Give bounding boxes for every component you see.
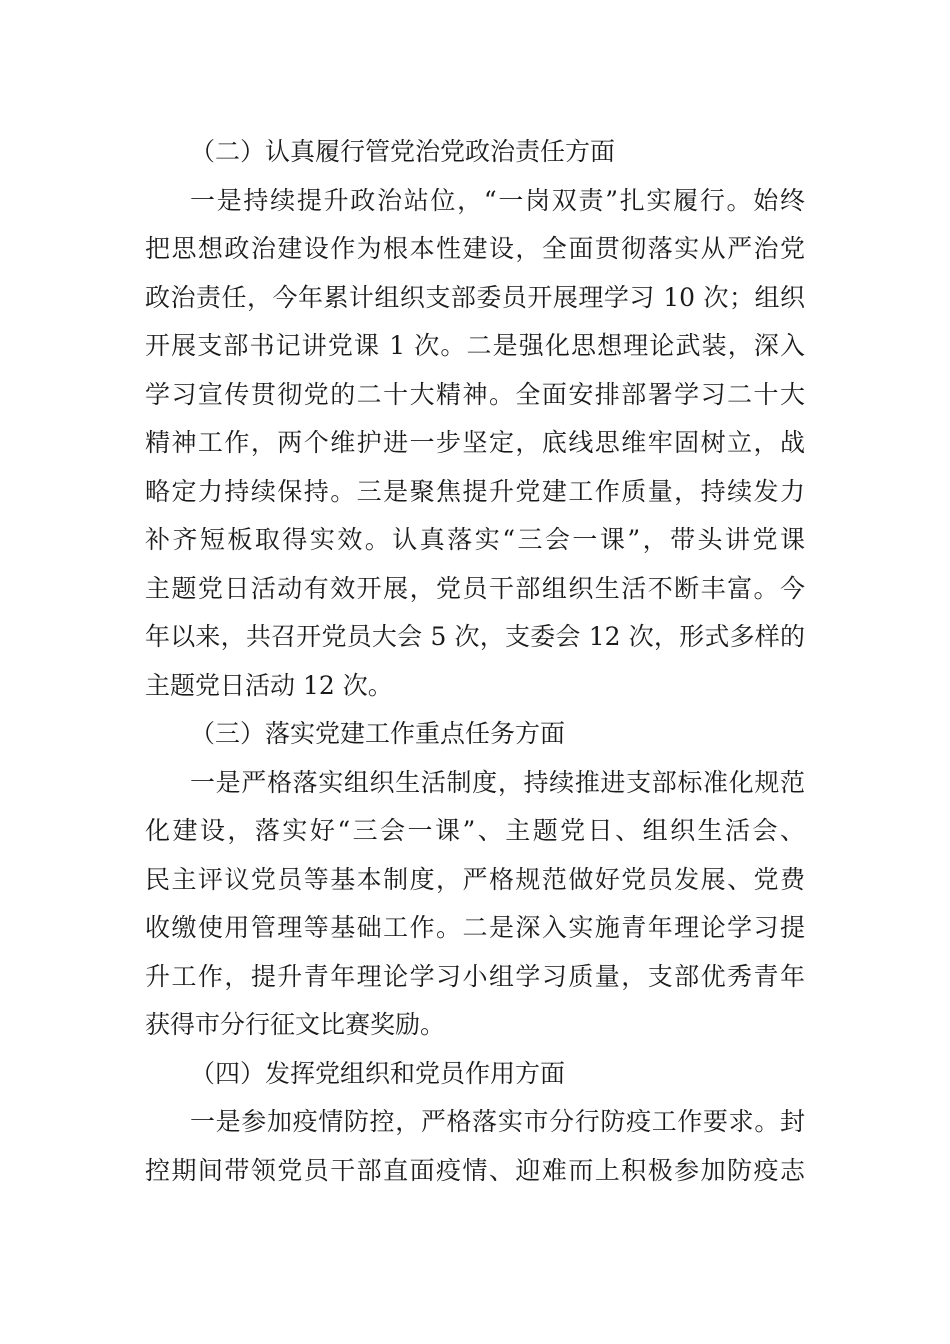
text-line: 获得市分行征文比赛奖励。 <box>145 1010 446 1039</box>
text-line: 精神工作，两个维护进一步坚定，底线思维牢固树立，战 <box>145 428 805 457</box>
text-line: 年以来，共召开党员大会 5 次，支委会 12 次，形式多样的 <box>145 622 805 651</box>
text-line: 政治责任，今年累计组织支部委员开展理学习 10 次；组织 <box>145 282 805 312</box>
text-line: 略定力持续保持。三是聚焦提升党建工作质量，持续发力 <box>145 476 805 506</box>
text-line: 控期间带领党员干部直面疫情、迎难而上积极参加防疫志 <box>145 1155 805 1185</box>
text-line: 民主评议党员等基本制度，严格规范做好党员发展、党费 <box>145 864 805 894</box>
text-line: 开展支部书记讲党课 1 次。二是强化思想理论武装，深入 <box>145 331 805 360</box>
text-line: 把思想政治建设作为根本性建设，全面贯彻落实从严治党 <box>145 234 805 263</box>
text-line: 化建设，落实好“三会一课”、主题党日、组织生活会、 <box>145 816 805 845</box>
text-line: （三）落实党建工作重点任务方面 <box>190 719 566 748</box>
text-line: （四）发挥党组织和党员作用方面 <box>190 1058 566 1088</box>
text-line: 学习宣传贯彻党的二十大精神。全面安排部署学习二十大 <box>145 379 805 409</box>
text-line: 补齐短板取得实效。认真落实“三会一课”，带头讲党课 <box>145 525 805 554</box>
text-line: 一是严格落实组织生活制度，持续推进支部标准化规范 <box>190 767 805 797</box>
text-line: 主题党日活动有效开展，党员干部组织生活不断丰富。今 <box>145 573 805 603</box>
text-line: 升工作，提升青年理论学习小组学习质量，支部优秀青年 <box>145 961 805 991</box>
text-line: 主题党日活动 12 次。 <box>145 670 393 700</box>
text-line: 一是持续提升政治站位，“一岗双责”扎实履行。始终 <box>190 185 805 215</box>
text-line: （二）认真履行管党治党政治责任方面 <box>190 137 616 166</box>
text-line: 一是参加疫情防控，严格落实市分行防疫工作要求。封 <box>190 1107 805 1136</box>
document-body <box>145 128 805 1195</box>
text-line: 收缴使用管理等基础工作。二是深入实施青年理论学习提 <box>145 913 805 942</box>
